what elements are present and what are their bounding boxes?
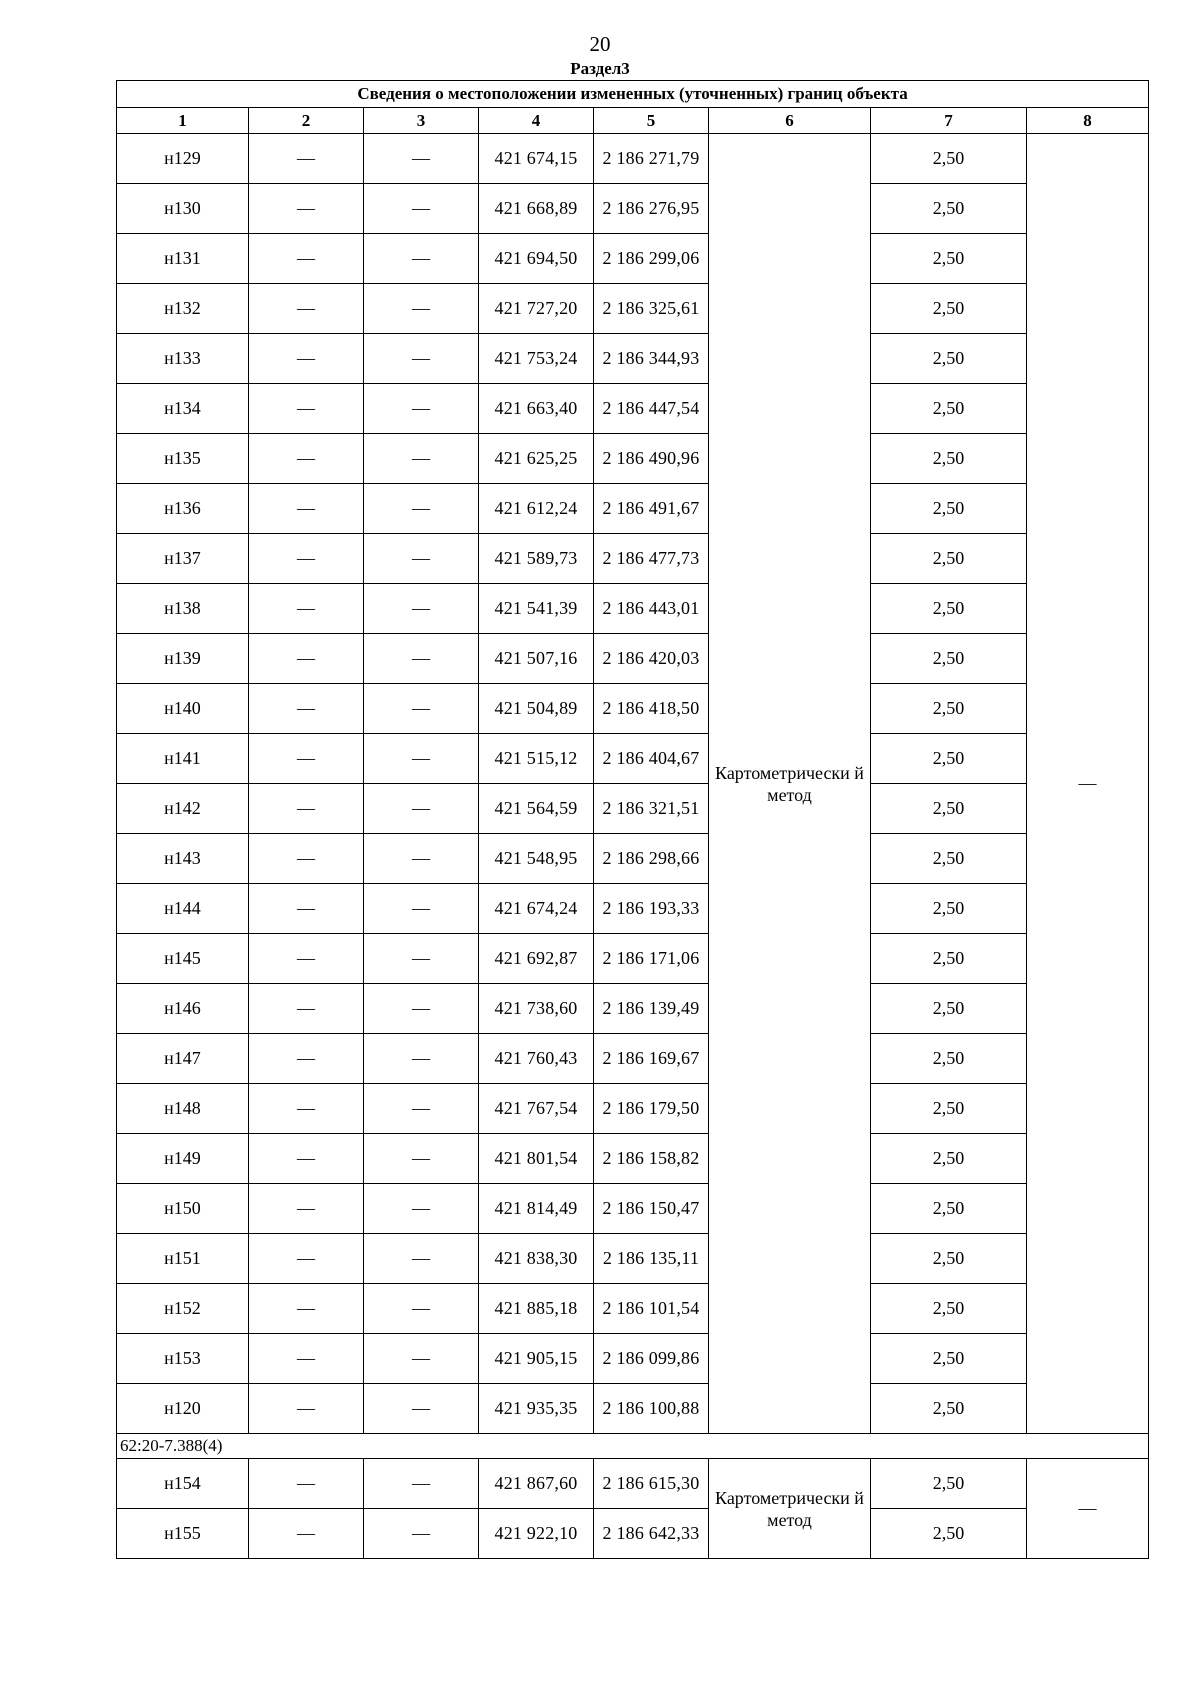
y-coordinate: 2 186 404,67: [594, 734, 709, 784]
column-header-6: 6: [709, 108, 871, 134]
accuracy-value: 2,50: [871, 1509, 1027, 1559]
x-coordinate: 421 548,95: [479, 834, 594, 884]
table-row: [117, 434, 1149, 484]
accuracy-value: 2,50: [871, 1134, 1027, 1184]
x-coordinate: 421 612,24: [479, 484, 594, 534]
x-coordinate: 421 738,60: [479, 984, 594, 1034]
column-3-value: —: [364, 584, 479, 634]
column-header-1: 1: [117, 108, 249, 134]
method-cell: Картометрически й метод: [709, 134, 871, 1434]
table-row: [117, 634, 1149, 684]
table-row: [117, 734, 1149, 784]
table-row: [117, 1034, 1149, 1084]
column-2-value: —: [249, 1284, 364, 1334]
point-id: н147: [117, 1034, 249, 1084]
y-coordinate: 2 186 135,11: [594, 1234, 709, 1284]
x-coordinate: 421 589,73: [479, 534, 594, 584]
column-2-value: —: [249, 784, 364, 834]
column-2-value: —: [249, 884, 364, 934]
column-3-value: —: [364, 1459, 479, 1509]
column-3-value: —: [364, 1184, 479, 1234]
column-3-value: —: [364, 434, 479, 484]
y-coordinate: 2 186 150,47: [594, 1184, 709, 1234]
table-row: [117, 1184, 1149, 1234]
point-id: н150: [117, 1184, 249, 1234]
accuracy-value: 2,50: [871, 284, 1027, 334]
column-3-value: —: [364, 884, 479, 934]
y-coordinate: 2 186 179,50: [594, 1084, 709, 1134]
point-id: н144: [117, 884, 249, 934]
column-2-value: —: [249, 134, 364, 184]
y-coordinate: 2 186 490,96: [594, 434, 709, 484]
column-2-value: —: [249, 234, 364, 284]
x-coordinate: 421 694,50: [479, 234, 594, 284]
column-2-value: —: [249, 1509, 364, 1559]
y-coordinate: 2 186 615,30: [594, 1459, 709, 1509]
column-header-3: 3: [364, 108, 479, 134]
group-label: 62:20-7.388(4): [117, 1434, 1149, 1459]
column-header-7: 7: [871, 108, 1027, 134]
point-id: н155: [117, 1509, 249, 1559]
table-row: [117, 234, 1149, 284]
column-3-value: —: [364, 134, 479, 184]
column-3-value: —: [364, 834, 479, 884]
column-2-value: —: [249, 1334, 364, 1384]
accuracy-value: 2,50: [871, 634, 1027, 684]
table-row: [117, 334, 1149, 384]
accuracy-value: 2,50: [871, 234, 1027, 284]
point-id: н145: [117, 934, 249, 984]
section-title: Раздел3: [570, 59, 630, 78]
table-row: [117, 1134, 1149, 1184]
column-3-value: —: [364, 784, 479, 834]
x-coordinate: 421 625,25: [479, 434, 594, 484]
table-row: [117, 1284, 1149, 1334]
accuracy-value: 2,50: [871, 584, 1027, 634]
y-coordinate: 2 186 447,54: [594, 384, 709, 434]
column-2-value: —: [249, 184, 364, 234]
point-id: н137: [117, 534, 249, 584]
column-3-value: —: [364, 234, 479, 284]
point-id: н133: [117, 334, 249, 384]
column-2-value: —: [249, 334, 364, 384]
x-coordinate: 421 515,12: [479, 734, 594, 784]
y-coordinate: 2 186 100,88: [594, 1384, 709, 1434]
table-row: [117, 284, 1149, 334]
accuracy-value: 2,50: [871, 184, 1027, 234]
page-number: 20: [589, 32, 611, 56]
column-2-value: —: [249, 1034, 364, 1084]
point-id: н142: [117, 784, 249, 834]
accuracy-value: 2,50: [871, 134, 1027, 184]
column-2-value: —: [249, 434, 364, 484]
y-coordinate: 2 186 101,54: [594, 1284, 709, 1334]
x-coordinate: 421 663,40: [479, 384, 594, 434]
table-row: [117, 1384, 1149, 1434]
point-id: н134: [117, 384, 249, 434]
accuracy-value: 2,50: [871, 1234, 1027, 1284]
column-3-value: —: [364, 1084, 479, 1134]
table-row: [117, 1509, 1149, 1559]
column-header-2: 2: [249, 108, 364, 134]
accuracy-value: 2,50: [871, 1284, 1027, 1334]
accuracy-value: 2,50: [871, 984, 1027, 1034]
y-coordinate: 2 186 443,01: [594, 584, 709, 634]
table-body: [117, 134, 1149, 1559]
x-coordinate: 421 767,54: [479, 1084, 594, 1134]
x-coordinate: 421 922,10: [479, 1509, 594, 1559]
column-3-value: —: [364, 734, 479, 784]
accuracy-value: 2,50: [871, 834, 1027, 884]
accuracy-value: 2,50: [871, 1184, 1027, 1234]
method-cell: Картометрически й метод: [709, 1459, 871, 1559]
point-id: н154: [117, 1459, 249, 1509]
x-coordinate: 421 727,20: [479, 284, 594, 334]
y-coordinate: 2 186 321,51: [594, 784, 709, 834]
table-row: [117, 534, 1149, 584]
x-coordinate: 421 935,35: [479, 1384, 594, 1434]
accuracy-value: 2,50: [871, 934, 1027, 984]
column-3-value: —: [364, 534, 479, 584]
column-2-value: —: [249, 834, 364, 884]
column-3-value: —: [364, 1234, 479, 1284]
point-id: н141: [117, 734, 249, 784]
point-id: н129: [117, 134, 249, 184]
accuracy-value: 2,50: [871, 1084, 1027, 1134]
y-coordinate: 2 186 418,50: [594, 684, 709, 734]
column-2-value: —: [249, 934, 364, 984]
table-title: Сведения о местоположении измененных (уточненных) границ объекта: [117, 81, 1149, 108]
column-8-cell: —: [1027, 134, 1149, 1434]
y-coordinate: 2 186 642,33: [594, 1509, 709, 1559]
table-row: [117, 1234, 1149, 1284]
column-3-value: —: [364, 684, 479, 734]
column-header-4: 4: [479, 108, 594, 134]
point-id: н140: [117, 684, 249, 734]
table-row: [117, 134, 1149, 184]
x-coordinate: 421 507,16: [479, 634, 594, 684]
x-coordinate: 421 674,24: [479, 884, 594, 934]
column-2-value: —: [249, 284, 364, 334]
y-coordinate: 2 186 139,49: [594, 984, 709, 1034]
column-header-8: 8: [1027, 108, 1149, 134]
column-header-5: 5: [594, 108, 709, 134]
column-2-value: —: [249, 384, 364, 434]
column-2-value: —: [249, 584, 364, 634]
y-coordinate: 2 186 298,66: [594, 834, 709, 884]
column-3-value: —: [364, 184, 479, 234]
point-id: н153: [117, 1334, 249, 1384]
column-2-value: —: [249, 734, 364, 784]
column-2-value: —: [249, 1084, 364, 1134]
point-id: н130: [117, 184, 249, 234]
y-coordinate: 2 186 271,79: [594, 134, 709, 184]
x-coordinate: 421 905,15: [479, 1334, 594, 1384]
point-id: н143: [117, 834, 249, 884]
table-row: [117, 834, 1149, 884]
column-2-value: —: [249, 1134, 364, 1184]
x-coordinate: 421 801,54: [479, 1134, 594, 1184]
y-coordinate: 2 186 299,06: [594, 234, 709, 284]
column-3-value: —: [364, 484, 479, 534]
point-id: н146: [117, 984, 249, 1034]
point-id: н151: [117, 1234, 249, 1284]
table-row: [117, 184, 1149, 234]
column-3-value: —: [364, 384, 479, 434]
point-id: н138: [117, 584, 249, 634]
point-id: н131: [117, 234, 249, 284]
y-coordinate: 2 186 491,67: [594, 484, 709, 534]
table-row: [117, 984, 1149, 1034]
column-3-value: —: [364, 1284, 479, 1334]
y-coordinate: 2 186 420,03: [594, 634, 709, 684]
column-2-value: —: [249, 634, 364, 684]
accuracy-value: 2,50: [871, 884, 1027, 934]
column-3-value: —: [364, 1334, 479, 1384]
table-row: [117, 784, 1149, 834]
y-coordinate: 2 186 325,61: [594, 284, 709, 334]
accuracy-value: 2,50: [871, 534, 1027, 584]
y-coordinate: 2 186 158,82: [594, 1134, 709, 1184]
y-coordinate: 2 186 171,06: [594, 934, 709, 984]
y-coordinate: 2 186 344,93: [594, 334, 709, 384]
x-coordinate: 421 760,43: [479, 1034, 594, 1084]
column-3-value: —: [364, 984, 479, 1034]
x-coordinate: 421 674,15: [479, 134, 594, 184]
column-8-cell: —: [1027, 1459, 1149, 1559]
accuracy-value: 2,50: [871, 334, 1027, 384]
point-id: н139: [117, 634, 249, 684]
table-row: [117, 1334, 1149, 1384]
accuracy-value: 2,50: [871, 734, 1027, 784]
accuracy-value: 2,50: [871, 384, 1027, 434]
x-coordinate: 421 838,30: [479, 1234, 594, 1284]
column-2-value: —: [249, 984, 364, 1034]
accuracy-value: 2,50: [871, 684, 1027, 734]
column-3-value: —: [364, 634, 479, 684]
x-coordinate: 421 692,87: [479, 934, 594, 984]
column-3-value: —: [364, 1384, 479, 1434]
accuracy-value: 2,50: [871, 484, 1027, 534]
accuracy-value: 2,50: [871, 434, 1027, 484]
column-header-row: [117, 108, 1149, 134]
point-id: н132: [117, 284, 249, 334]
column-3-value: —: [364, 934, 479, 984]
point-id: н136: [117, 484, 249, 534]
column-3-value: —: [364, 334, 479, 384]
accuracy-value: 2,50: [871, 1384, 1027, 1434]
accuracy-value: 2,50: [871, 1334, 1027, 1384]
column-3-value: —: [364, 1509, 479, 1559]
x-coordinate: 421 814,49: [479, 1184, 594, 1234]
column-3-value: —: [364, 284, 479, 334]
x-coordinate: 421 668,89: [479, 184, 594, 234]
table-row: [117, 684, 1149, 734]
point-id: н148: [117, 1084, 249, 1134]
y-coordinate: 2 186 193,33: [594, 884, 709, 934]
x-coordinate: 421 504,89: [479, 684, 594, 734]
x-coordinate: 421 753,24: [479, 334, 594, 384]
column-2-value: —: [249, 1459, 364, 1509]
column-2-value: —: [249, 534, 364, 584]
accuracy-value: 2,50: [871, 1034, 1027, 1084]
x-coordinate: 421 885,18: [479, 1284, 594, 1334]
point-id: н152: [117, 1284, 249, 1334]
table-row: [117, 484, 1149, 534]
table-row: [117, 884, 1149, 934]
x-coordinate: 421 867,60: [479, 1459, 594, 1509]
y-coordinate: 2 186 099,86: [594, 1334, 709, 1384]
group-label-row: [117, 1434, 1149, 1459]
y-coordinate: 2 186 477,73: [594, 534, 709, 584]
column-2-value: —: [249, 1234, 364, 1284]
column-2-value: —: [249, 484, 364, 534]
y-coordinate: 2 186 276,95: [594, 184, 709, 234]
table-row: [117, 934, 1149, 984]
accuracy-value: 2,50: [871, 1459, 1027, 1509]
table-row: [117, 384, 1149, 434]
point-id: н120: [117, 1384, 249, 1434]
table-row: [117, 1459, 1149, 1509]
point-id: н135: [117, 434, 249, 484]
table-row: [117, 584, 1149, 634]
column-2-value: —: [249, 1384, 364, 1434]
column-3-value: —: [364, 1134, 479, 1184]
column-2-value: —: [249, 684, 364, 734]
table-row: [117, 1084, 1149, 1134]
coordinates-table: [116, 80, 1149, 1559]
column-3-value: —: [364, 1034, 479, 1084]
x-coordinate: 421 541,39: [479, 584, 594, 634]
y-coordinate: 2 186 169,67: [594, 1034, 709, 1084]
point-id: н149: [117, 1134, 249, 1184]
x-coordinate: 421 564,59: [479, 784, 594, 834]
accuracy-value: 2,50: [871, 784, 1027, 834]
column-2-value: —: [249, 1184, 364, 1234]
